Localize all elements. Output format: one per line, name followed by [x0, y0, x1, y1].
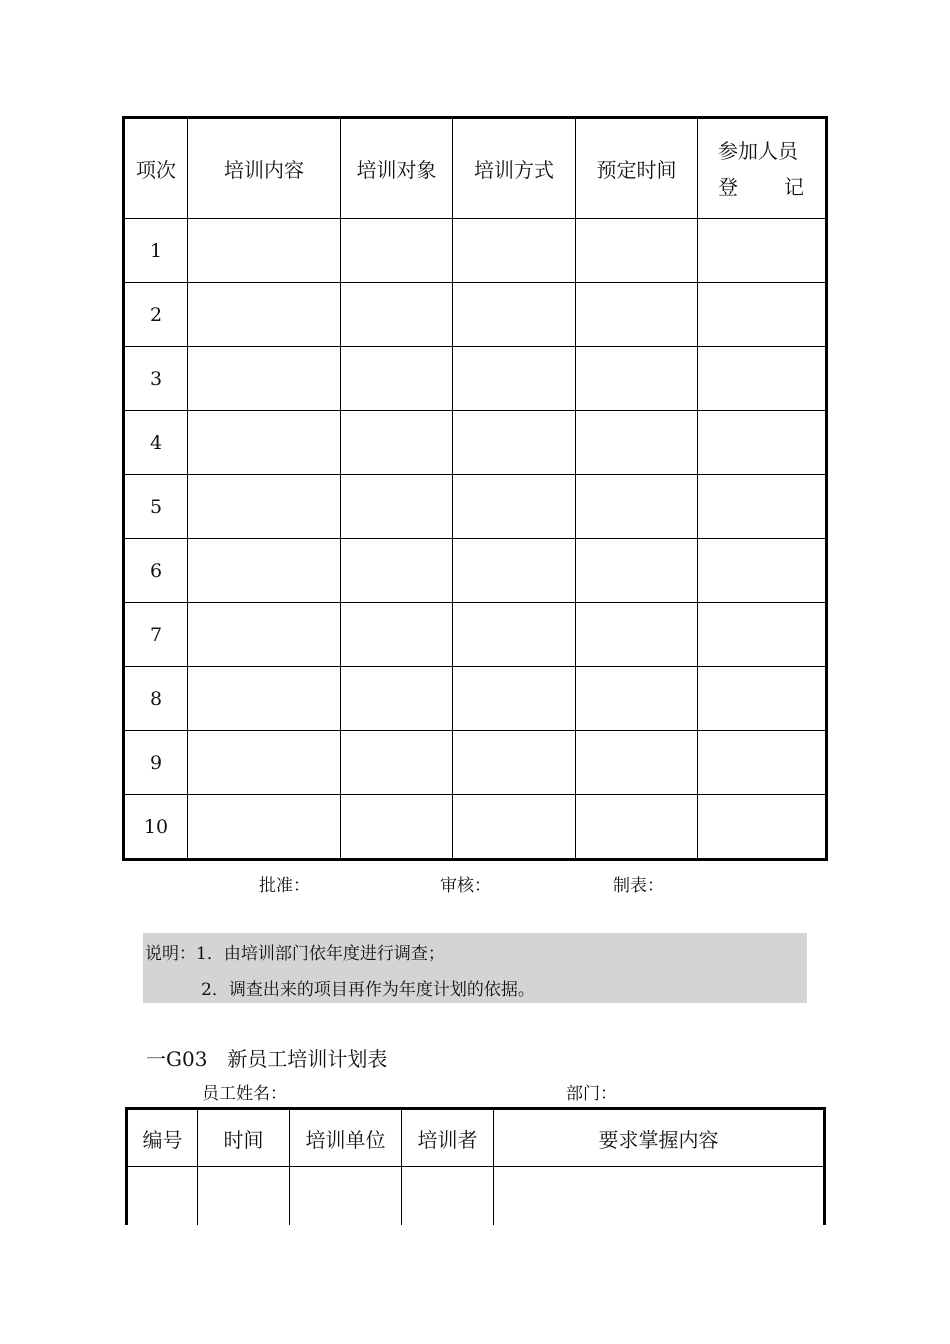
table-row — [124, 667, 827, 731]
training-survey-table — [122, 116, 828, 861]
cell-time[interactable] — [198, 1167, 290, 1226]
cell-content[interactable] — [188, 667, 341, 731]
col-header-participants — [698, 118, 827, 219]
row-number: 3 — [124, 347, 188, 411]
col-header-content: 培训内容 — [188, 118, 341, 219]
cell-participants[interactable] — [698, 603, 827, 667]
cell-time[interactable] — [576, 411, 698, 475]
cell-content[interactable] — [188, 475, 341, 539]
cell-time[interactable] — [576, 283, 698, 347]
row-number: 4 — [124, 411, 188, 475]
cell-method[interactable] — [453, 283, 576, 347]
prepared-by-label: 制表： — [613, 876, 664, 896]
cell-participants[interactable] — [698, 411, 827, 475]
department-label: 部门： — [566, 1084, 617, 1104]
cell-method[interactable] — [453, 603, 576, 667]
cell-target[interactable] — [341, 411, 453, 475]
col-header-item-no: 项次 — [124, 118, 188, 219]
cell-participants[interactable] — [698, 731, 827, 795]
cell-time[interactable] — [576, 347, 698, 411]
table-row — [124, 603, 827, 667]
row-number: 10 — [124, 795, 188, 860]
table-header-row — [127, 1109, 825, 1167]
row-number: 9 — [124, 731, 188, 795]
table-row — [124, 539, 827, 603]
cell-training-unit[interactable] — [290, 1167, 402, 1226]
row-number: 1 — [124, 219, 188, 283]
table-header-row — [124, 118, 827, 219]
col-header-training-unit: 培训单位 — [290, 1109, 402, 1167]
col-header-trainer: 培训者 — [402, 1109, 494, 1167]
approve-label: 批准： — [259, 876, 310, 896]
cell-target[interactable] — [341, 539, 453, 603]
cell-trainer[interactable] — [402, 1167, 494, 1226]
table-row — [124, 411, 827, 475]
cell-time[interactable] — [576, 475, 698, 539]
cell-number[interactable] — [127, 1167, 198, 1226]
cell-method[interactable] — [453, 411, 576, 475]
note-line-1: 说明：1．由培训部门依年度进行调查； — [145, 944, 445, 964]
cell-method[interactable] — [453, 539, 576, 603]
table-row — [124, 347, 827, 411]
table-row — [124, 731, 827, 795]
table-row — [124, 219, 827, 283]
row-number: 6 — [124, 539, 188, 603]
participants-header-line2-left: 登 — [718, 174, 738, 199]
cell-content[interactable] — [188, 411, 341, 475]
row-number: 7 — [124, 603, 188, 667]
cell-participants[interactable] — [698, 347, 827, 411]
cell-content[interactable] — [188, 347, 341, 411]
cell-target[interactable] — [341, 731, 453, 795]
cell-method[interactable] — [453, 731, 576, 795]
row-number: 5 — [124, 475, 188, 539]
cell-content[interactable] — [188, 283, 341, 347]
cell-time[interactable] — [576, 731, 698, 795]
table-row — [127, 1167, 825, 1226]
cell-participants[interactable] — [698, 475, 827, 539]
table-row — [124, 283, 827, 347]
cell-content[interactable] — [188, 731, 341, 795]
cell-target[interactable] — [341, 219, 453, 283]
col-header-target: 培训对象 — [341, 118, 453, 219]
review-label: 审核： — [440, 876, 491, 896]
cell-target[interactable] — [341, 347, 453, 411]
cell-target[interactable] — [341, 475, 453, 539]
cell-method[interactable] — [453, 219, 576, 283]
cell-target[interactable] — [341, 667, 453, 731]
cell-time[interactable] — [576, 219, 698, 283]
cell-method[interactable] — [453, 795, 576, 860]
employee-name-label: 员工姓名： — [202, 1084, 287, 1104]
cell-time[interactable] — [576, 539, 698, 603]
cell-content[interactable] — [188, 603, 341, 667]
cell-content[interactable] — [188, 539, 341, 603]
cell-participants[interactable] — [698, 283, 827, 347]
new-employee-training-table — [125, 1107, 826, 1225]
cell-content[interactable] — [188, 219, 341, 283]
participants-header-line1: 参加人员 — [718, 138, 798, 163]
cell-method[interactable] — [453, 347, 576, 411]
note-line-2: 2．调查出来的项目再作为年度计划的依据。 — [201, 980, 535, 1000]
cell-method[interactable] — [453, 667, 576, 731]
cell-time[interactable] — [576, 667, 698, 731]
row-number: 8 — [124, 667, 188, 731]
section-title: 一G03 新员工培训计划表 — [146, 1047, 388, 1071]
cell-participants[interactable] — [698, 795, 827, 860]
col-header-scheduled-time: 预定时间 — [576, 118, 698, 219]
cell-participants[interactable] — [698, 667, 827, 731]
participants-header-line2 — [718, 169, 804, 205]
cell-participants[interactable] — [698, 219, 827, 283]
cell-target[interactable] — [341, 283, 453, 347]
cell-time[interactable] — [576, 795, 698, 860]
cell-time[interactable] — [576, 603, 698, 667]
participants-header-line2-right: 记 — [784, 174, 804, 199]
cell-content[interactable] — [188, 795, 341, 860]
col-header-required-content: 要求掌握内容 — [494, 1109, 825, 1167]
cell-target[interactable] — [341, 603, 453, 667]
table-row — [124, 795, 827, 860]
explanation-note — [143, 933, 807, 1003]
table-row — [124, 475, 827, 539]
cell-method[interactable] — [453, 475, 576, 539]
cell-target[interactable] — [341, 795, 453, 860]
col-header-number: 编号 — [127, 1109, 198, 1167]
row-number: 2 — [124, 283, 188, 347]
col-header-method: 培训方式 — [453, 118, 576, 219]
cell-required-content[interactable] — [494, 1167, 825, 1226]
cell-participants[interactable] — [698, 539, 827, 603]
col-header-time: 时间 — [198, 1109, 290, 1167]
